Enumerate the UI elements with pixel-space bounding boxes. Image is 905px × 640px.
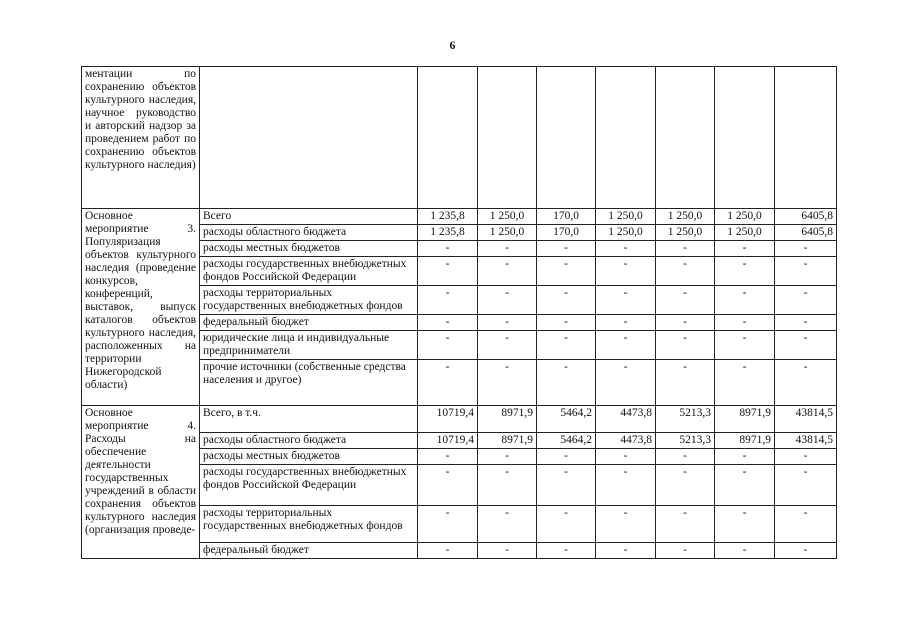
value-cell: - (418, 543, 478, 559)
value-cell: - (537, 257, 596, 286)
value-cell: 170,0 (537, 209, 596, 225)
value-cell: - (478, 241, 537, 257)
table-row (82, 67, 837, 209)
value-cell: 5213,3 (656, 406, 715, 433)
value-cell: - (596, 543, 656, 559)
value-cell: - (537, 543, 596, 559)
value-cell: - (418, 257, 478, 286)
table-row (82, 406, 837, 433)
value-cell: - (537, 360, 596, 406)
value-cell: 8971,9 (478, 406, 537, 433)
source-cell: юридические лица и индивидуальные предприниматели (200, 331, 418, 360)
value-cell: 1 250,0 (596, 209, 656, 225)
value-cell: - (656, 465, 715, 506)
value-cell: - (715, 543, 775, 559)
value-cell: - (537, 286, 596, 315)
source-cell: федеральный бюджет (200, 543, 418, 559)
value-cell: - (478, 506, 537, 543)
value-cell (596, 67, 656, 209)
value-cell: - (478, 543, 537, 559)
value-cell: - (715, 331, 775, 360)
source-cell: расходы областного бюджета (200, 433, 418, 449)
value-cell: - (775, 286, 837, 315)
value-cell: - (775, 465, 837, 506)
source-cell: Всего (200, 209, 418, 225)
value-cell: - (715, 257, 775, 286)
value-cell: 6405,8 (775, 225, 837, 241)
value-cell (478, 67, 537, 209)
value-cell: - (656, 286, 715, 315)
value-cell (656, 67, 715, 209)
value-cell: - (596, 465, 656, 506)
value-cell: 5213,3 (656, 433, 715, 449)
value-cell: - (478, 449, 537, 465)
value-cell: 1 250,0 (715, 209, 775, 225)
source-cell: расходы местных бюджетов (200, 241, 418, 257)
value-cell: - (775, 543, 837, 559)
value-cell: 10719,4 (418, 433, 478, 449)
value-cell: - (715, 465, 775, 506)
value-cell: - (775, 506, 837, 543)
value-cell: - (418, 331, 478, 360)
value-cell: - (596, 449, 656, 465)
value-cell: - (715, 360, 775, 406)
value-cell: - (596, 360, 656, 406)
value-cell: - (715, 449, 775, 465)
value-cell: - (418, 286, 478, 315)
source-cell: расходы государственных внебюджетных фондов Российской Федерации (200, 257, 418, 286)
value-cell: - (478, 257, 537, 286)
measure-description: Основное мероприятие 3. Популяризация объектов культурного наследия (проведение конкурсов, конференций, выставок, выпуск каталогов объектов культурного наследия, расположенных на территории Нижегородской области) (82, 209, 200, 406)
value-cell (715, 67, 775, 209)
source-cell: расходы областного бюджета (200, 225, 418, 241)
measure-description: ментации по сохранению объектов культурного наследия, научное руководство и авторский надзор за проведением работ по сохранению объектов культурного наследия) (82, 67, 200, 209)
value-cell: - (418, 506, 478, 543)
value-cell: 1 235,8 (418, 209, 478, 225)
value-cell: 10719,4 (418, 406, 478, 433)
value-cell: - (418, 241, 478, 257)
value-cell: 8971,9 (715, 433, 775, 449)
value-cell: - (418, 449, 478, 465)
value-cell: 1 250,0 (715, 225, 775, 241)
value-cell: 1 250,0 (596, 225, 656, 241)
source-cell (200, 67, 418, 209)
value-cell: 1 250,0 (656, 209, 715, 225)
value-cell: - (537, 315, 596, 331)
value-cell: - (596, 286, 656, 315)
value-cell: - (596, 315, 656, 331)
budget-table (81, 66, 837, 559)
value-cell: - (775, 315, 837, 331)
value-cell: 1 250,0 (478, 209, 537, 225)
value-cell: - (775, 360, 837, 406)
value-cell: - (478, 360, 537, 406)
value-cell: - (715, 315, 775, 331)
source-cell: расходы территориальных государственных внебюджетных фондов (200, 506, 418, 543)
value-cell: - (478, 315, 537, 331)
value-cell: - (656, 331, 715, 360)
value-cell: - (656, 257, 715, 286)
value-cell: - (418, 315, 478, 331)
value-cell (418, 67, 478, 209)
value-cell: - (656, 449, 715, 465)
value-cell: 8971,9 (715, 406, 775, 433)
value-cell: 1 250,0 (656, 225, 715, 241)
value-cell: 5464,2 (537, 433, 596, 449)
value-cell: 43814,5 (775, 433, 837, 449)
source-cell: прочие источники (собственные средства населения и другое) (200, 360, 418, 406)
value-cell: - (656, 360, 715, 406)
value-cell: 43814,5 (775, 406, 837, 433)
value-cell: - (715, 241, 775, 257)
value-cell: - (656, 241, 715, 257)
value-cell: - (656, 543, 715, 559)
value-cell: - (656, 506, 715, 543)
value-cell: - (537, 241, 596, 257)
source-cell: расходы территориальных государственных внебюджетных фондов (200, 286, 418, 315)
source-cell: расходы государственных внебюджетных фондов Российской Федерации (200, 465, 418, 506)
value-cell: - (537, 506, 596, 543)
value-cell: 6405,8 (775, 209, 837, 225)
source-cell: Всего, в т.ч. (200, 406, 418, 433)
source-cell: расходы местных бюджетов (200, 449, 418, 465)
value-cell: 170,0 (537, 225, 596, 241)
value-cell: - (418, 465, 478, 506)
value-cell: - (418, 360, 478, 406)
value-cell: - (775, 449, 837, 465)
value-cell: - (715, 506, 775, 543)
value-cell: - (596, 241, 656, 257)
value-cell: - (596, 257, 656, 286)
value-cell: - (775, 241, 837, 257)
value-cell: - (537, 449, 596, 465)
value-cell: - (537, 465, 596, 506)
value-cell: - (656, 315, 715, 331)
value-cell: 4473,8 (596, 406, 656, 433)
value-cell (775, 67, 837, 209)
value-cell: 1 250,0 (478, 225, 537, 241)
value-cell (537, 67, 596, 209)
value-cell: - (537, 331, 596, 360)
measure-description: Основное мероприятие 4. Расходы на обеспечение деятельности государственных учреждений в области сохранения объектов культурного наследия (организация проведе- (82, 406, 200, 559)
table-row (82, 209, 837, 225)
value-cell: 5464,2 (537, 406, 596, 433)
value-cell: - (478, 331, 537, 360)
value-cell: 4473,8 (596, 433, 656, 449)
value-cell: 1 235,8 (418, 225, 478, 241)
value-cell: - (715, 286, 775, 315)
value-cell: - (478, 286, 537, 315)
value-cell: 8971,9 (478, 433, 537, 449)
page-number: 6 (449, 38, 456, 52)
value-cell: - (478, 465, 537, 506)
source-cell: федеральный бюджет (200, 315, 418, 331)
value-cell: - (596, 331, 656, 360)
value-cell: - (596, 506, 656, 543)
value-cell: - (775, 331, 837, 360)
value-cell: - (775, 257, 837, 286)
